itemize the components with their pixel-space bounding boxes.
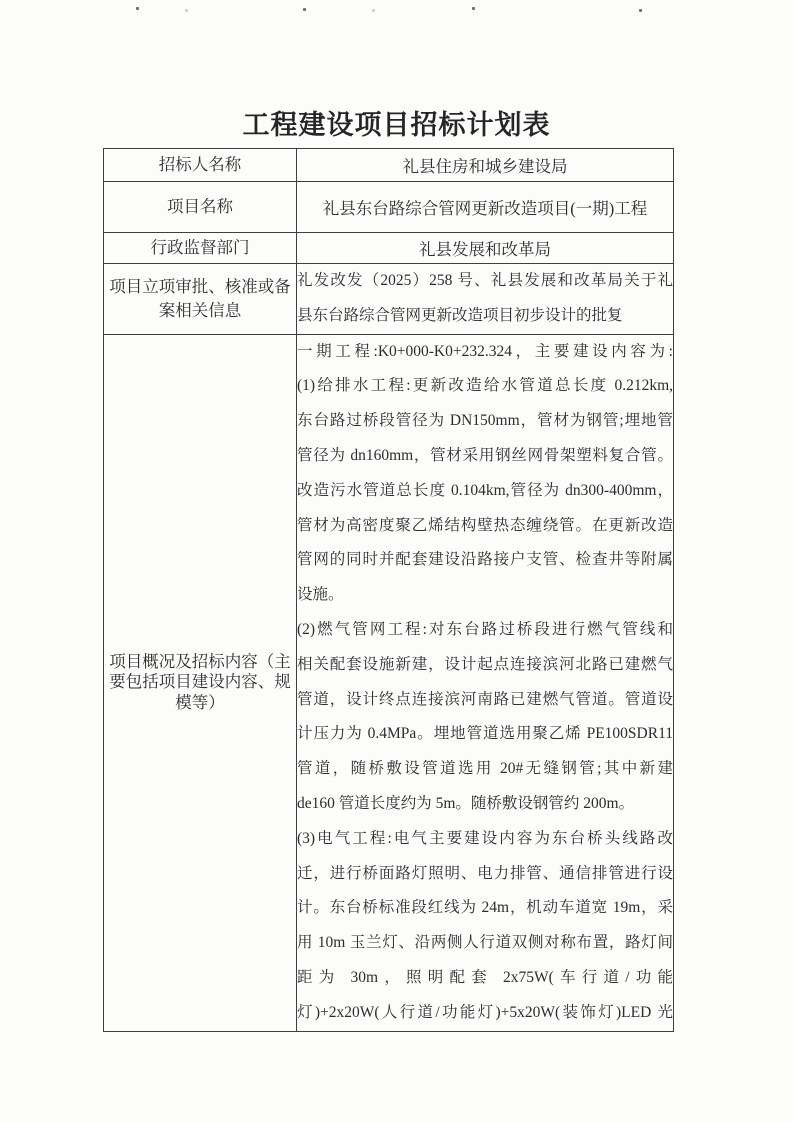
project-overview-value: [297, 334, 674, 1031]
scan-speck: [185, 9, 188, 12]
approval-info-label-line: 项目立项审批、核准或备: [109, 276, 291, 296]
table-row-bidder: [104, 149, 674, 182]
overview-line: (2)燃气管网工程:对东台路过桥段进行燃气管线和: [297, 620, 673, 638]
bidder-name-value: 礼县住房和城乡建设局: [297, 149, 674, 182]
overview-line: 一期工程:K0+000-K0+232.324，主要建设内容为:: [297, 342, 673, 360]
table-row-approval-info: [104, 264, 674, 335]
overview-line: 管道，随桥敷设管道选用 20#无缝钢管;其中新建: [297, 760, 673, 778]
project-overview-label: [104, 334, 297, 1031]
overview-line: 东台路过桥段管径为 DN150mm，管材为钢管;埋地管: [297, 412, 673, 430]
project-name-label: 项目名称: [104, 182, 297, 233]
overview-line: 迁，进行桥面路灯照明、电力排管、通信排管进行设: [297, 864, 673, 882]
overview-line: 用 10m 玉兰灯、沿两侧人行道双侧对称布置，路灯间: [297, 934, 673, 952]
bidder-name-label: 招标人名称: [104, 149, 297, 182]
approval-info-label-line: 案相关信息: [158, 300, 242, 320]
overview-line: 计压力为 0.4MPa。埋地管道选用聚乙烯 PE100SDR11: [297, 725, 673, 743]
overview-line: 管径为 dn160mm，管材采用钢丝网骨架塑料复合管。: [297, 446, 673, 464]
overview-line: 管道，设计终点连接滨河南路已建燃气管道。管道设: [297, 690, 673, 708]
tender-plan-table: [103, 148, 674, 1032]
overview-line: 计。东台桥标准段红线为 24m，机动车道宽 19m，采: [297, 899, 673, 917]
scan-speck: [136, 7, 139, 10]
overview-line: 设施。: [297, 586, 344, 604]
approval-info-value: [297, 264, 674, 335]
overview-line: de160 管道长度约为 5m。随桥敷设钢管约 200m。: [297, 794, 635, 812]
scan-speck: [372, 9, 375, 12]
scan-speck: [639, 9, 642, 12]
project-overview-label-line: 模等）: [175, 692, 225, 712]
overview-line: 管网的同时并配套建设沿路接户支管、检查井等附属: [297, 551, 673, 569]
approval-info-value-line: 礼发改发（2025）258 号、礼县发展和改革局关于礼: [297, 272, 673, 289]
table-row-supervising-department: [104, 233, 674, 264]
overview-line: (1)给排水工程:更新改造给水管道总长度 0.212km,: [297, 377, 673, 395]
overview-line: 相关配套设施新建，设计起点连接滨河北路已建燃气: [297, 655, 673, 673]
overview-line: 管材为高密度聚乙烯结构壁热态缠绕管。在更新改造: [297, 516, 673, 534]
page-title: 工程建设项目招标计划表: [242, 110, 551, 140]
table-row-project-overview: [104, 334, 674, 1031]
approval-info-value-line: 县东台路综合管网更新改造项目初步设计的批复: [297, 306, 623, 324]
project-overview-label-line: 要包括项目建设内容、规: [109, 672, 291, 692]
overview-line: 距为 30m，照明配套 2x75W(车行道/功能: [297, 968, 673, 986]
overview-line: 改造污水管道总长度 0.104km,管径为 dn300-400mm，: [297, 481, 673, 499]
supervising-department-label: 行政监督部门: [104, 233, 297, 264]
project-name-value: 礼县东台路综合管网更新改造项目(一期)工程: [297, 182, 674, 233]
scan-speck: [303, 8, 306, 11]
overview-line: 灯)+2x20W(人行道/功能灯)+5x20W(装饰灯)LED 光: [297, 1003, 673, 1021]
scan-speck: [472, 7, 475, 10]
overview-line: (3)电气工程:电气主要建设内容为东台桥头线路改: [297, 829, 673, 847]
table-row-project-name: [104, 182, 674, 233]
approval-info-label: [104, 264, 297, 335]
supervising-department-value: 礼县发展和改革局: [297, 233, 674, 264]
project-overview-label-line: 项目概况及招标内容（主: [109, 651, 291, 671]
